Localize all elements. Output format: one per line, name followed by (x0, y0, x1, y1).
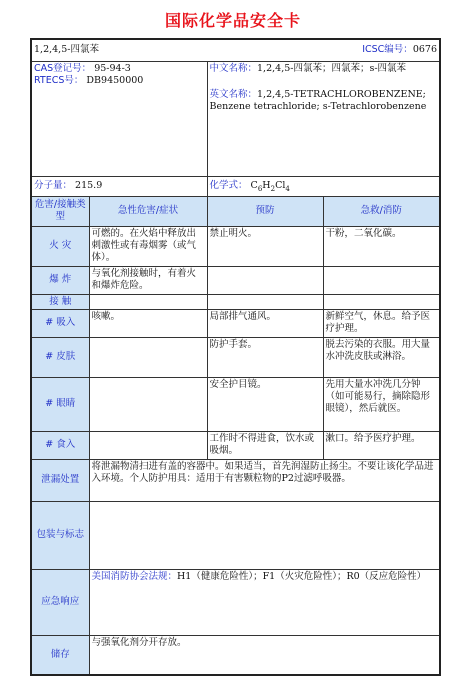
skin-hazard (89, 337, 207, 377)
fire-hazard: 可燃的。在火焰中释放出刺激性或有毒烟雾（或气体）。 (89, 226, 207, 266)
eyes-hazard (89, 377, 207, 431)
emergency-label: 应急响应 (31, 569, 89, 635)
cas-number: CAS登记号： 95-94-3 (34, 62, 131, 74)
table-row (31, 377, 440, 431)
spill-label: 泄漏处置 (31, 459, 89, 501)
row-label-fire: 火 灾 (31, 226, 89, 266)
fire-prevention: 禁止明火。 (207, 226, 323, 266)
emergency-text: 美国消防协会法规：H1（健康危险性）；F1（火灾危险性）；R0（反应危险性） (89, 569, 440, 635)
card-title: 国际化学品安全卡 (164, 11, 301, 30)
table-row (31, 337, 440, 377)
identifiers-cell (31, 61, 207, 176)
eyes-prevention: 安全护目镜。 (207, 377, 323, 431)
icsc-number: ICSC编号：0676 (362, 44, 437, 56)
chemical-name: 1,2,4,5-四氯苯 (34, 44, 99, 56)
spill-text: 将泄漏物清扫进有盖的容器中。如果适当，首先润湿防止扬尘。不要让该化学品进入环境。个人防护用具：适用于有害颗粒物的P2过滤呼吸器。 (89, 459, 440, 501)
explosion-firstaid (323, 266, 440, 294)
contact-prevention (207, 294, 323, 309)
packaging-label: 包装与标志 (31, 501, 89, 569)
rtecs-number: RTECS号： DB9450000 (34, 74, 144, 86)
row-label-contact: 接 触 (31, 294, 89, 309)
storage-label: 储存 (31, 635, 89, 675)
table-row (31, 431, 440, 459)
eyes-firstaid: 先用大量水冲洗几分钟（如可能易行，摘除隐形眼镜），然后就医。 (323, 377, 440, 431)
english-name: 英文名称：1,2,4,5-TETRACHLOROBENZENE; Benzene tetrachloride; s-Tetrachlorobenzene (209, 88, 427, 112)
explosion-prevention (207, 266, 323, 294)
ingestion-prevention: 工作时不得进食，饮水或吸烟。 (207, 431, 323, 459)
ingestion-hazard (89, 431, 207, 459)
safety-card-table (30, 38, 441, 676)
contact-hazard (89, 294, 207, 309)
table-row (31, 226, 440, 266)
inhalation-hazard: 咳嗽。 (89, 309, 207, 337)
row-label-ingestion: # 食入 (31, 431, 89, 459)
col-header-prevention: 预防 (207, 196, 323, 226)
col-header-type: 危害/接触类型 (31, 196, 89, 226)
fire-firstaid: 干粉，二氧化碳。 (323, 226, 440, 266)
explosion-hazard: 与氧化剂接触时，有着火和爆炸危险。 (89, 266, 207, 294)
table-row (31, 309, 440, 337)
col-header-firstaid: 急救/消防 (323, 196, 440, 226)
skin-prevention: 防护手套。 (207, 337, 323, 377)
row-label-explosion: 爆 炸 (31, 266, 89, 294)
chemical-formula: 化学式： $C_6H_2Cl_4$ (207, 176, 440, 196)
inhalation-firstaid: 新鲜空气，休息。给予医疗护理。 (323, 309, 440, 337)
storage-text: 与强氧化剂分开存放。 (89, 635, 440, 675)
row-label-skin: # 皮肤 (31, 337, 89, 377)
table-row (31, 294, 440, 309)
skin-firstaid: 脱去污染的衣服。用大量水冲洗皮肤或淋浴。 (323, 337, 440, 377)
ingestion-firstaid: 漱口。给予医疗护理。 (323, 431, 440, 459)
names-cell (207, 61, 440, 176)
col-header-hazard: 急性危害/症状 (89, 196, 207, 226)
header-row (31, 39, 440, 61)
inhalation-prevention: 局部排气通风。 (207, 309, 323, 337)
row-label-inhalation: # 吸入 (31, 309, 89, 337)
row-label-eyes: # 眼睛 (31, 377, 89, 431)
chinese-name: 中文名称：1,2,4,5-四氯苯；四氯苯；s-四氯苯 (209, 62, 407, 74)
molecular-weight: 分子量： 215.9 (31, 176, 207, 196)
packaging-text (89, 501, 440, 569)
contact-firstaid (323, 294, 440, 309)
table-row (31, 266, 440, 294)
